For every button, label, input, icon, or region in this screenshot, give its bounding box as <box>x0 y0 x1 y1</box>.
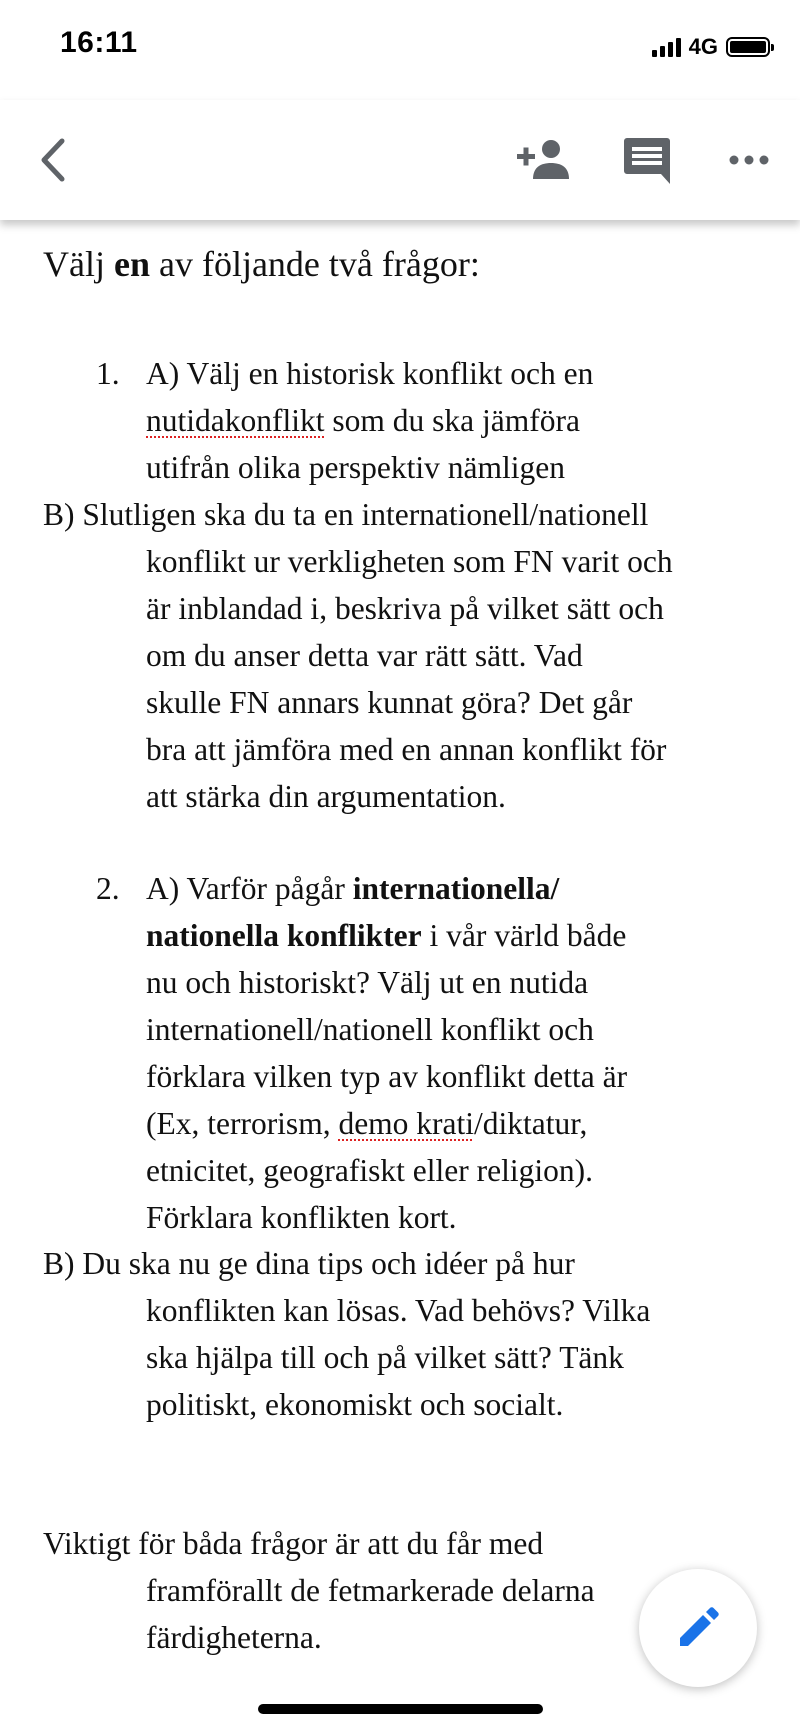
comment-icon <box>623 136 671 186</box>
summary-line-2: framförallt de fetmarkerade delarna <box>146 1573 595 1608</box>
network-type: 4G <box>688 34 718 59</box>
question-1-part-b: konflikt ur verkligheten som FN varit och är inblandad i, beskriva på vilket sätt och om du anser detta var rätt sätt. Vad skulle FN annars kunnat göra? Det går bra att jämföra med en annan konflikt för att stärka din argumentation. <box>146 544 673 814</box>
status-time: 16:11 <box>60 26 138 59</box>
question-2-number: 2. <box>96 871 120 906</box>
add-person-icon <box>517 139 571 179</box>
question-2-part-b: konflikten kan lösas. Vad behövs? Vilka ska hjälpa till och på vilket sätt? Tänk politiskt, ekonomiskt och socialt. <box>146 1293 651 1422</box>
more-horizontal-icon <box>729 154 769 166</box>
question-2-part-b-first-line: B) Du ska nu ge dina tips och idéer på hur <box>43 1246 575 1281</box>
question-2-part-a: A) Varför pågår internationella/ nationella konflikter i vår värld både nu och historiskt? Välj ut en nutida internationell/nationell konflikt och förklara vilken typ av konflikt detta är (Ex, terrorism, demo krati/diktatur, etnicitet, geografiskt eller religion). Förklara konflikten kort. <box>146 871 628 1235</box>
bold-phrase: nationella konflikter <box>146 918 422 953</box>
question-1-number: 1. <box>96 356 120 391</box>
share-add-person-button[interactable] <box>515 133 573 185</box>
more-options-button[interactable] <box>720 140 778 180</box>
summary-line-1: Viktigt för båda frågor är att du får med <box>43 1526 544 1561</box>
intro-bold-word: en <box>113 244 150 284</box>
summary-line-3: färdigheterna. <box>146 1620 322 1655</box>
back-button[interactable] <box>28 130 78 190</box>
misspelled-word[interactable]: nutidakonflikt <box>146 403 325 438</box>
chevron-left-icon <box>38 137 68 183</box>
home-indicator[interactable] <box>258 1704 543 1714</box>
intro-heading: Välj en av följande två frågor: <box>43 244 480 284</box>
bold-phrase: internationella/ <box>352 871 560 906</box>
app-toolbar <box>0 100 800 220</box>
comments-button[interactable] <box>618 133 676 189</box>
question-1-part-a: A) Välj en historisk konflikt och en nutidakonflikt som du ska jämföra utifrån olika perspektiv nämligen <box>146 356 594 485</box>
edit-fab-button[interactable] <box>639 1569 757 1687</box>
misspelled-word[interactable]: demo krati <box>338 1106 475 1141</box>
edit-pencil-icon <box>676 1606 720 1650</box>
question-1-part-b-first-line: B) Slutligen ska du ta en internationell/nationell <box>43 497 649 532</box>
